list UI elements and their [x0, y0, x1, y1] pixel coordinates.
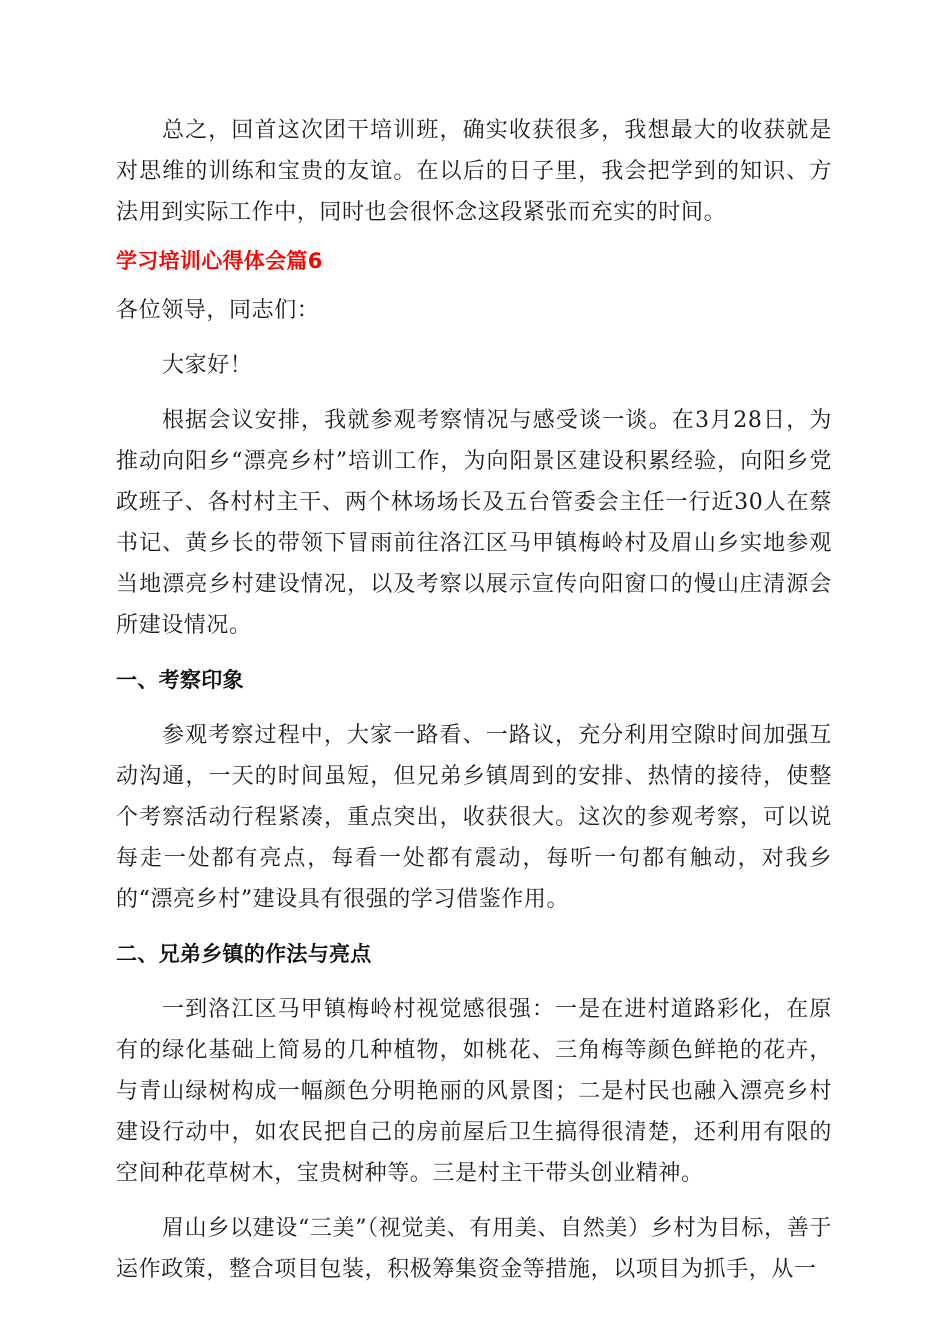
- meiling-paragraph: 一到洛江区马甲镇梅岭村视觉感很强：一是在进村道路彩化，在原有的绿化基础上简易的几种植物，如桃花、三角梅等颜色鲜艳的花卉，与青山绿树构成一幅颜色分明艳丽的风景图；二是村民也融入漂亮乡村建设行动中，如农民把自己的房前屋后卫生搞得很清楚，还利用有限的空间种花草树木，宝贵树种等。三是村主干带头创业精神。: [116, 997, 832, 1186]
- impression-paragraph: 参观考察过程中，大家一路看、一路议，充分利用空隙时间加强互动沟通，一天的时间虽短，但兄弟乡镇周到的安排、热情的接待，使整个考察活动行程紧凑，重点突出，收获很大。这次的参观考察，可以说每走一处都有亮点，每看一处都有震动，每听一句都有触动，对我乡的“漂亮乡村”建设具有很强的学习借鉴作用。: [116, 723, 832, 912]
- meishan-paragraph: 眉山乡以建设“三美”（视觉美、有用美、自然美）乡村为目标，善于运作政策，整合项目包装，积极筹集资金等措施，以项目为抓手，从一: [116, 1216, 832, 1282]
- hello: 大家好！: [162, 353, 253, 378]
- closing-paragraph: 总之，回首这次团干培训班，确实收获很多，我想最大的收获就是对思维的训练和宝贵的友谊。在以后的日子里，我会把学到的知识、方法用到实际工作中，同时也会很怀念这段紧张而充实的时间。: [116, 118, 832, 225]
- heading-practices-highlights: 二、兄弟乡镇的作法与亮点: [116, 942, 372, 966]
- heading-inspection-impression: 一、考察印象: [116, 668, 244, 692]
- section-title: 学习培训心得体会篇6: [116, 249, 323, 273]
- intro-paragraph: 根据会议安排，我就参观考察情况与感受谈一谈。在3月28日，为推动向阳乡“漂亮乡村”培训工作，为向阳景区建设积累经验，向阳乡党政班子、各村村主干、两个林场场长及五台管委会主任一行近30人在蔡书记、黄乡长的带领下冒雨前往洛江区马甲镇梅岭村及眉山乡实地参观当地漂亮乡村建设情况，以及考察以展示宣传向阳窗口的慢山庄清源会所建设情况。: [116, 408, 832, 638]
- greeting: 各位领导，同志们：: [116, 298, 320, 323]
- document-page: [116, 110, 832, 1290]
